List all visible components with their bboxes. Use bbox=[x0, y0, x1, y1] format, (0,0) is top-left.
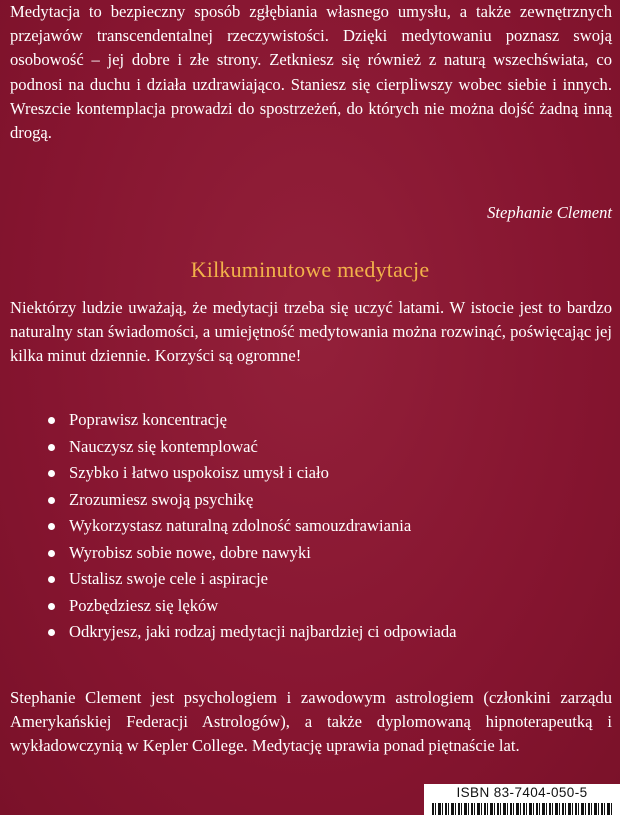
benefit-text: Szybko i łatwo uspokoisz umysł i ciało bbox=[69, 463, 329, 482]
bullet-icon bbox=[48, 523, 55, 530]
benefit-text: Ustalisz swoje cele i aspiracje bbox=[69, 569, 269, 588]
list-item bbox=[44, 540, 457, 567]
list-item bbox=[44, 460, 457, 487]
benefit-text: Poprawisz koncentrację bbox=[69, 410, 228, 429]
bullet-icon bbox=[48, 629, 55, 636]
list-item bbox=[44, 566, 457, 593]
list-item bbox=[44, 513, 457, 540]
benefit-text: Pozbędziesz się lęków bbox=[69, 595, 219, 615]
benefits-list bbox=[44, 407, 457, 646]
list-item bbox=[44, 593, 457, 620]
isbn-barcode-label bbox=[424, 784, 620, 815]
intro-paragraph: Niektórzy ludzie uważają, że medytacji trzeba się uczyć latami. W istocie jest to bardzo naturalny stan świadomości, a umiejętność medytowania można rozwinąć, poświęcając jej kilka minut dziennie. Korzyści są ogromne! bbox=[10, 298, 612, 366]
benefit-text: Zrozumiesz swoją psychikę bbox=[69, 489, 254, 509]
bullet-icon bbox=[48, 576, 55, 583]
quote-author: Stephanie Clement bbox=[487, 203, 612, 222]
bullet-icon bbox=[48, 470, 55, 477]
list-item bbox=[44, 434, 457, 461]
bullet-icon bbox=[48, 603, 55, 610]
bullet-icon bbox=[48, 497, 55, 504]
benefit-text: Odkryjesz, jaki rodzaj medytacji najbardziej ci odpowiada bbox=[69, 622, 457, 641]
section-heading: Kilkuminutowe medytacje bbox=[190, 257, 430, 282]
list-item bbox=[44, 619, 457, 646]
bullet-icon bbox=[48, 417, 55, 424]
author-bio: Stephanie Clement jest psychologiem i zawodowym astrologiem (członkini zarządu Amerykańskiej Federacji Astrologów), a także dyplomowaną hipnoterapeutką i wykładowczynią w Kepler College. Medytację uprawia ponad piętnaście lat. bbox=[10, 688, 612, 756]
isbn-text: ISBN 83-7404-050-5 bbox=[456, 785, 588, 800]
list-item bbox=[44, 407, 457, 434]
barcode-icon bbox=[432, 803, 614, 815]
bullet-icon bbox=[48, 444, 55, 451]
benefit-text: Wyrobisz sobie nowe, dobre nawyki bbox=[69, 542, 311, 562]
quote-paragraph: Medytacja to bezpieczny sposób zgłębiania własnego umysłu, a także zewnętrznych przejawów transcendentalnej rzeczywistości. Dzięki medytowaniu poznasz swoją osobowość – jej dobre i złe strony. Zetkniesz się również z naturą wszechświata, co podnosi na duchu i działa uzdrawiająco. Staniesz się cierpliwszy wobec siebie i innych. Wreszcie kontemplacja prowadzi do spostrzeżeń, do których nie można dojść żadną inną drogą. bbox=[10, 2, 612, 143]
benefit-text: Wykorzystasz naturalną zdolność samouzdrawiania bbox=[69, 516, 412, 535]
bullet-icon bbox=[48, 550, 55, 557]
list-item bbox=[44, 487, 457, 514]
benefit-text: Nauczysz się kontemplować bbox=[69, 436, 258, 456]
